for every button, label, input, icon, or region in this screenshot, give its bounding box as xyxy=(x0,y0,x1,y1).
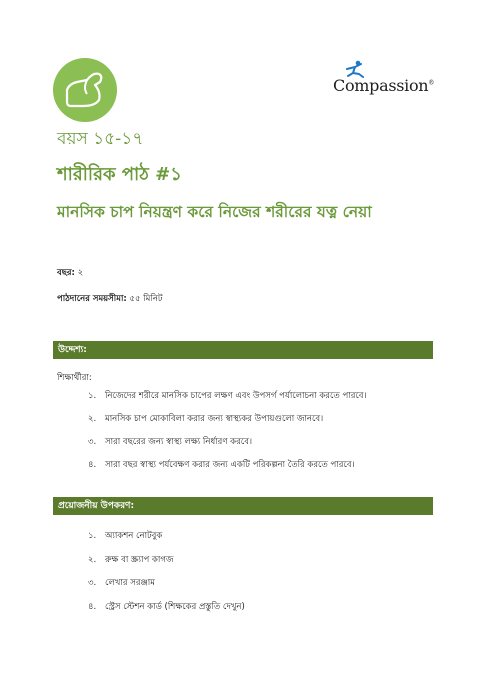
objectives-list xyxy=(88,389,367,481)
page-title: মানসিক চাপ নিয়ন্ত্রণ করে নিজের শরীরের যত্ন নেয়া xyxy=(57,203,372,221)
materials-list xyxy=(88,529,245,623)
duration-line xyxy=(57,292,163,306)
list-item: ৪. স্ট্রেস স্টেশন কার্ড (শিক্ষকের প্রস্তুতি দেখুন) xyxy=(88,601,245,612)
list-item: ৪. সারা বছর স্বাস্থ্য পর্যবেক্ষণ করার জন্য একটি পরিকল্পনা তৈরি করতে পারবে। xyxy=(88,460,355,470)
year-value: ২ xyxy=(77,268,84,278)
logo-wordmark: Compassion® xyxy=(333,76,435,95)
year-line xyxy=(57,266,83,280)
year-label: বছর: xyxy=(57,268,75,278)
compassion-logo xyxy=(333,60,433,100)
lesson-number-heading: শারীরিক পাঠ #১ xyxy=(57,164,182,185)
duration-value: ৫৫ মিনিট xyxy=(129,294,163,304)
lesson-category-badge xyxy=(53,58,117,122)
list-item: ১. অ্যাকশন নোটবুক xyxy=(88,531,163,541)
objectives-lead-text: শিক্ষার্থীরা: xyxy=(57,373,92,383)
list-item: ২. মানসিক চাপ মোকাবিলা করার জন্য স্বাস্থ্যকর উপায়গুলো জানবে। xyxy=(88,414,324,424)
list-item: ১. নিজেদের শরীরে মানসিক চাপের লক্ষণ এবং উপসর্গ পর্যালোচনা করতে পারবে। xyxy=(88,391,367,401)
flexed-arm-icon xyxy=(53,58,117,122)
objectives-section-header: উদ্দেশ্য: xyxy=(53,341,433,359)
list-item: ৩. লেখার সরঞ্জাম xyxy=(88,578,155,588)
duration-label: পাঠদানের সময়সীমা: xyxy=(57,294,127,304)
list-item: ৩. সারা বছরের জন্য স্বাস্থ্য লক্ষ্য নির্ধারণ করবে। xyxy=(88,437,252,447)
list-item: ২. রুক্ষ বা স্ক্র্যাপ কাগজ xyxy=(88,554,174,565)
age-range-label: বয়স ১৫-১৭ xyxy=(57,129,144,149)
materials-section-header: প্রয়োজনীয় উপকরণ: xyxy=(53,497,433,515)
